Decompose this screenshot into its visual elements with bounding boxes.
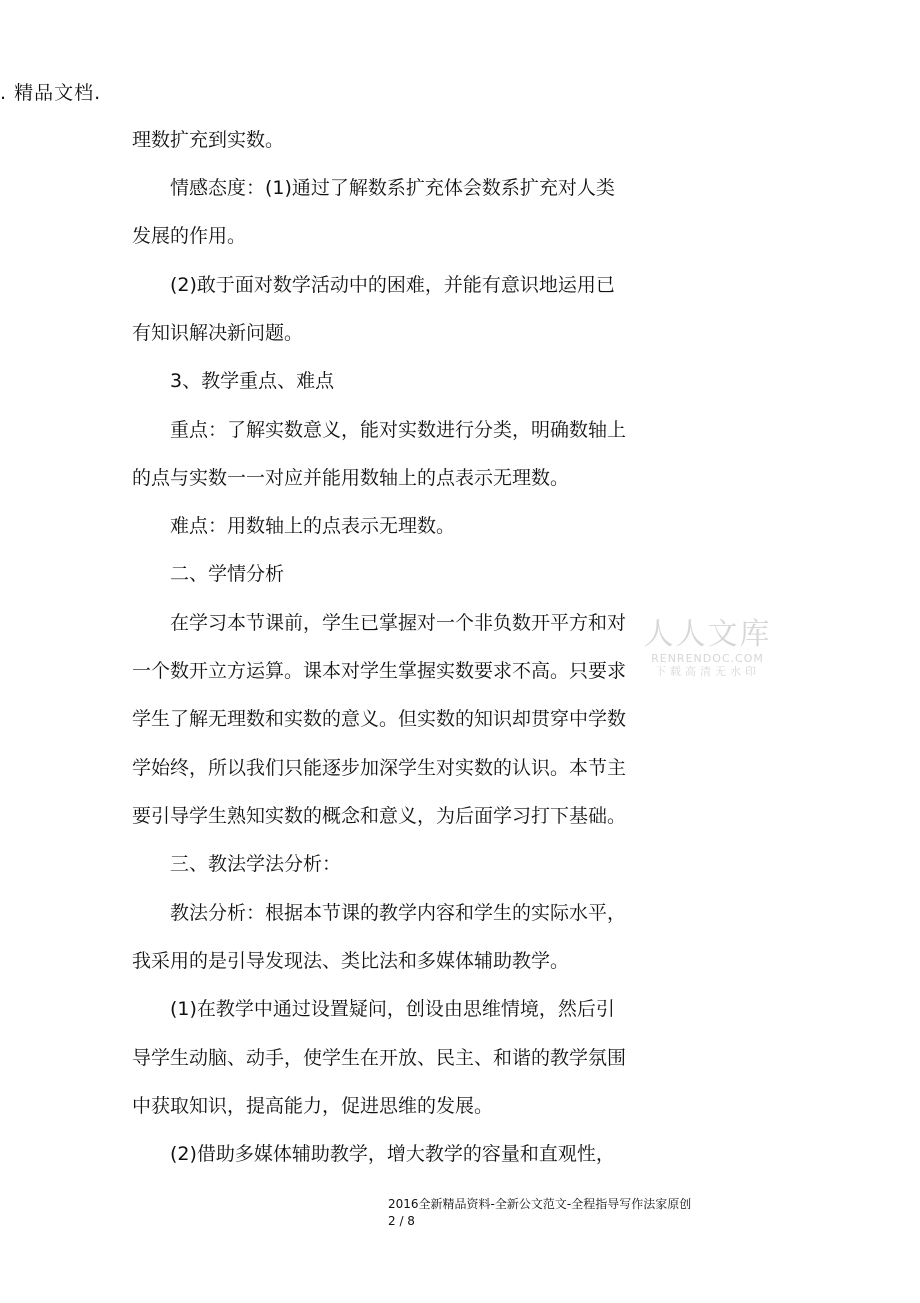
paragraph-line: 重点：了解实数意义，能对实数进行分类，明确数轴上 <box>132 419 627 441</box>
paragraph-line: (1)在教学中通过设置疑问，创设由思维情境，然后引 <box>132 998 615 1020</box>
watermark-logo <box>640 618 775 679</box>
paragraph-line: 我采用的是引导发现法、类比法和多媒体辅助教学。 <box>132 950 570 972</box>
paragraph-line: 要引导学生熟知实数的概念和意义，为后面学习打下基础。 <box>132 805 627 827</box>
paragraph-line: 教法分析：根据本节课的教学内容和学生的实际水平， <box>132 902 627 924</box>
paragraph-line: 情感态度：(1)通过了解数系扩充体会数系扩充对人类 <box>132 177 615 199</box>
paragraph-line: 发展的作用。 <box>132 225 247 247</box>
paragraph-line: 一个数开立方运算。课本对学生掌握实数要求不高。只要求 <box>132 660 627 682</box>
page-footer <box>388 1196 691 1230</box>
watermark-title: 人人文库 <box>643 617 772 652</box>
section-heading: 三、教法学法分析： <box>132 853 342 875</box>
paragraph-line: 的点与实数一一对应并能用数轴上的点表示无理数。 <box>132 467 570 489</box>
paragraph-line: 中获取知识，提高能力，促进思维的发展。 <box>132 1095 494 1117</box>
paragraph-line: 学生了解无理数和实数的意义。但实数的知识却贯穿中学数 <box>132 708 627 730</box>
paragraph-line: 理数扩充到实数。 <box>132 129 285 151</box>
section-heading: 3、教学重点、难点 <box>132 370 335 392</box>
paragraph-line: 有知识解决新问题。 <box>132 322 304 344</box>
paragraph-line: (2)敢于面对数学活动中的困难，并能有意识地运用已 <box>132 274 615 296</box>
paragraph-line: 导学生动脑、动手，使学生在开放、民主、和谐的教学氛围 <box>132 1047 627 1069</box>
watermark-tagline: 下载高清无水印 <box>655 665 760 678</box>
watermark-url: RENRENDOC.COM <box>651 652 764 665</box>
footer-text: 2016全新精品资料-全新公文范文-全程指导写作法家原创 <box>388 1197 692 1211</box>
paragraph-line: 难点：用数轴上的点表示无理数。 <box>132 515 456 537</box>
document-header: . 精品文档. <box>0 82 102 104</box>
section-heading: 二、学情分析 <box>132 563 285 585</box>
paragraph-line: (2)借助多媒体辅助教学，增大教学的容量和直观性， <box>132 1143 615 1165</box>
paragraph-line: 在学习本节课前，学生已掌握对一个非负数开平方和对 <box>132 612 627 634</box>
paragraph-line: 学始终，所以我们只能逐步加深学生对实数的认识。本节主 <box>132 757 627 779</box>
page-number: 2 / 8 <box>388 1214 415 1228</box>
